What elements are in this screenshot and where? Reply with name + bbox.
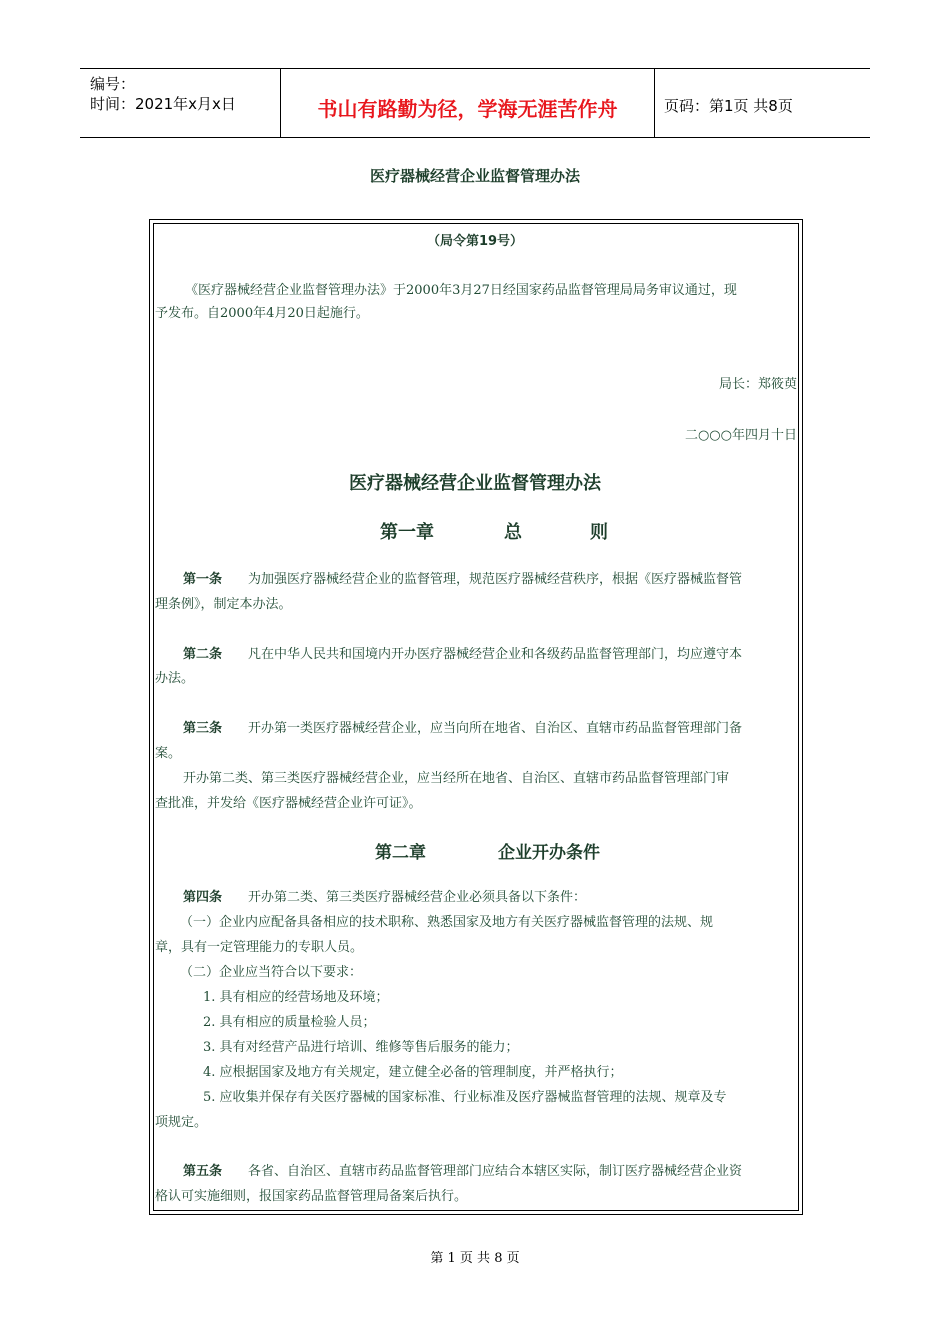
article-2-label: 第二条 bbox=[183, 647, 223, 662]
article-4-sub-2: 2. 具有相应的质量检验人员； bbox=[203, 1015, 376, 1030]
page-footer: 第 1 页 共 8 页 bbox=[430, 1251, 520, 1266]
date-label: 时间：2021年x月x日 bbox=[90, 95, 236, 113]
director-signature: 局长：郑筱萸 bbox=[718, 377, 797, 392]
article-3-label: 第三条 bbox=[183, 721, 223, 736]
article-4-text: 开办第二类、第三类医疗器械经营企业必须具备以下条件： bbox=[248, 890, 587, 905]
number-label: 编号： bbox=[90, 75, 136, 93]
article-5-label: 第五条 bbox=[183, 1164, 223, 1179]
article-1-line-2: 理条例》，制定本办法。 bbox=[155, 597, 292, 612]
page-code: 页码：第1页 共8页 bbox=[664, 97, 793, 115]
article-1-label: 第一条 bbox=[183, 572, 223, 587]
chapter-2-number: 第二章 bbox=[375, 843, 426, 863]
chapter-1-number: 第一章 bbox=[380, 522, 434, 543]
intro-line-2: 予发布。自2000年4月20日起施行。 bbox=[155, 306, 369, 321]
article-3-line-2: 案。 bbox=[155, 746, 182, 761]
article-4-sub-5-line-2: 项规定。 bbox=[155, 1115, 208, 1130]
article-2-line-2: 办法。 bbox=[155, 671, 195, 686]
content-frame-inner bbox=[153, 223, 799, 1211]
article-4-sub-4: 4. 应根据国家及地方有关规定，建立健全必备的管理制度，并严格执行； bbox=[203, 1065, 623, 1080]
article-1-line-1: 为加强医疗器械经营企业的监督管理，规范医疗器械经营秩序，根据《医疗器械监督管 bbox=[248, 572, 743, 587]
chapter-2-name: 企业开办条件 bbox=[498, 843, 600, 863]
chapter-1-name-a: 总 bbox=[504, 522, 522, 543]
article-4-item-1-line-2: 章，具有一定管理能力的专职人员。 bbox=[155, 940, 364, 955]
order-number: （局令第19号） bbox=[426, 234, 524, 249]
document-title: 医疗器械经营企业监督管理办法 bbox=[369, 167, 580, 185]
article-4-item-2: （二）企业应当符合以下要求： bbox=[180, 965, 363, 980]
chapter-1-name-b: 则 bbox=[590, 522, 608, 543]
intro-line-1: 《医疗器械经营企业监督管理办法》于2000年3月27日经国家药品监督管理局局务审议通过，现 bbox=[185, 283, 737, 298]
article-3-line-1: 开办第一类医疗器械经营企业，应当向所在地省、自治区、直辖市药品监督管理部门备 bbox=[248, 721, 743, 736]
header-motto-cell bbox=[280, 69, 655, 137]
article-3-line-4: 查批准，并发给《医疗器械经营企业许可证》。 bbox=[155, 796, 422, 811]
article-5-line-1: 各省、自治区、直辖市药品监督管理部门应结合本辖区实际，制订医疗器械经营企业资 bbox=[248, 1164, 743, 1179]
header-page-cell bbox=[654, 69, 870, 137]
article-4-item-1-line-1: （一）企业内应配备具备相应的技术职称、熟悉国家及地方有关医疗器械监督管理的法规、规 bbox=[180, 915, 714, 930]
article-4-sub-1: 1. 具有相应的经营场地及环境； bbox=[203, 990, 389, 1005]
article-4-sub-5-line-1: 5. 应收集并保存有关医疗器械的国家标准、行业标准及医疗器械监督管理的法规、规章及专 bbox=[203, 1090, 727, 1105]
article-2-line-1: 凡在中华人民共和国境内开办医疗器械经营企业和各级药品监督管理部门，均应遵守本 bbox=[248, 647, 743, 662]
motto: 书山有路勤为径，学海无涯苦作舟 bbox=[317, 97, 618, 121]
signature-date: 二○○○年四月十日 bbox=[684, 428, 797, 443]
article-3-line-3: 开办第二类、第三类医疗器械经营企业，应当经所在地省、自治区、直辖市药品监督管理部门审 bbox=[183, 771, 730, 786]
document-header bbox=[80, 68, 870, 138]
article-4-label: 第四条 bbox=[183, 890, 223, 905]
body-title: 医疗器械经营企业监督管理办法 bbox=[349, 473, 601, 494]
article-5-line-2: 格认可实施细则，报国家药品监督管理局备案后执行。 bbox=[155, 1189, 468, 1204]
article-4-sub-3: 3. 具有对经营产品进行培训、维修等售后服务的能力； bbox=[203, 1040, 519, 1055]
header-meta-cell bbox=[80, 69, 280, 137]
